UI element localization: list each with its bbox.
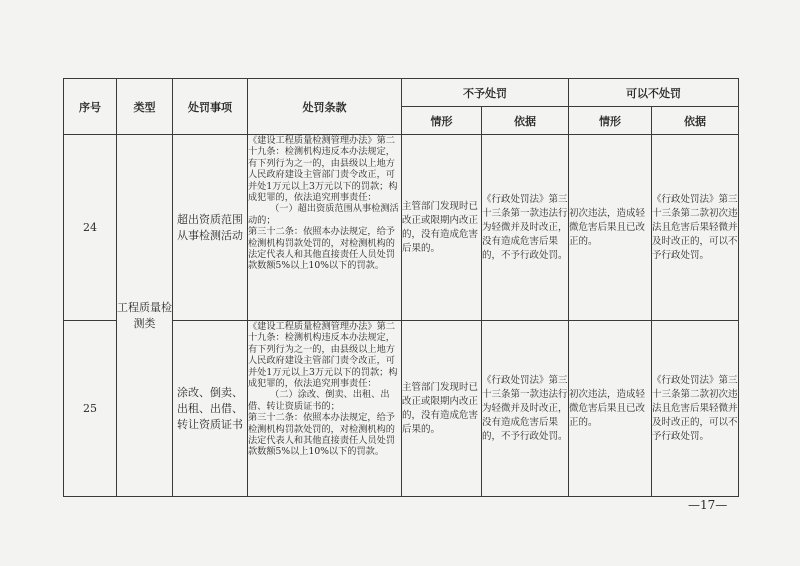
header-no-penalty: 不予处罚	[402, 79, 569, 107]
no-penalty-situation: 主管部门发现时已改正或限期内改正的，没有造成危害后果的。	[402, 135, 482, 321]
row-clause	[248, 321, 402, 497]
header-may-not-penalty: 可以不处罚	[569, 79, 739, 107]
row-seq: 24	[64, 135, 117, 321]
clause-text: 第三十二条：依照本办法规定，给予检测机构罚款处罚的，对检测机构的法定代表人和其他直接责任人员处罚款数额5%以上10%以下的罚款。	[248, 412, 395, 458]
page-number: —17—	[688, 498, 728, 512]
no-penalty-basis: 《行政处罚法》第三十三条第一款违法行为轻微并及时改正，没有造成危害后果的，不予行政处罚。	[482, 135, 569, 321]
header-situation-2: 情形	[569, 107, 652, 135]
header-seq: 序号	[64, 79, 117, 135]
header-item: 处罚事项	[173, 79, 248, 135]
clause-text: （二）涂改、倒卖、出租、出借、转让资质证书的；	[248, 389, 390, 412]
category-cell: 工程质量检测类	[117, 135, 173, 497]
clause-text: 《建设工程质量检测管理办法》第二十九条：检测机构违反本办法规定，有下列行为之一的，由县级以上地方人民政府建设主管部门责令改正，可并处1万元以上3万元以下的罚款；构成犯罪的，依法追究刑事责任：	[248, 135, 398, 204]
header-type: 类型	[117, 79, 173, 135]
header-clause: 处罚条款	[248, 79, 402, 135]
no-penalty-situation: 主管部门发现时已改正或限期内改正的，没有造成危害后果的。	[402, 321, 482, 497]
table-row	[64, 135, 739, 321]
header-basis-2: 依据	[652, 107, 739, 135]
clause-text: 《建设工程质量检测管理办法》第二十九条：检测机构违反本办法规定，有下列行为之一的，由县级以上地方人民政府建设主管部门责令改正，可并处1万元以上3万元以下的罚款；构成犯罪的，依法追究刑事责任：	[248, 321, 398, 390]
header-situation: 情形	[402, 107, 482, 135]
no-penalty-basis: 《行政处罚法》第三十三条第一款违法行为轻微并及时改正，没有造成危害后果的，不予行政处罚。	[482, 321, 569, 497]
row-item: 涂改、倒卖、出租、出借、转让资质证书	[173, 321, 248, 497]
clause-text: 第三十二条：依照本办法规定，给予检测机构罚款处罚的，对检测机构的法定代表人和其他直接责任人员处罚款数额5%以上10%以下的罚款。	[248, 226, 395, 272]
may-not-penalty-basis: 《行政处罚法》第三十三条第二款初次违法且危害后果轻微并及时改正的，可以不予行政处罚。	[652, 135, 739, 321]
penalty-table	[63, 78, 739, 497]
may-not-penalty-situation: 初次违法，造成轻微危害后果且已改正的。	[569, 321, 652, 497]
header-basis: 依据	[482, 107, 569, 135]
may-not-penalty-basis: 《行政处罚法》第三十三条第二款初次违法且危害后果轻微并及时改正的，可以不予行政处罚。	[652, 321, 739, 497]
row-item: 超出资质范围从事检测活动	[173, 135, 248, 321]
header-row-1	[64, 79, 739, 107]
clause-text: （一）超出资质范围从事检测活动的；	[248, 203, 399, 226]
may-not-penalty-situation: 初次违法，造成轻微危害后果且已改正的。	[569, 135, 652, 321]
row-clause	[248, 135, 402, 321]
row-seq: 25	[64, 321, 117, 497]
